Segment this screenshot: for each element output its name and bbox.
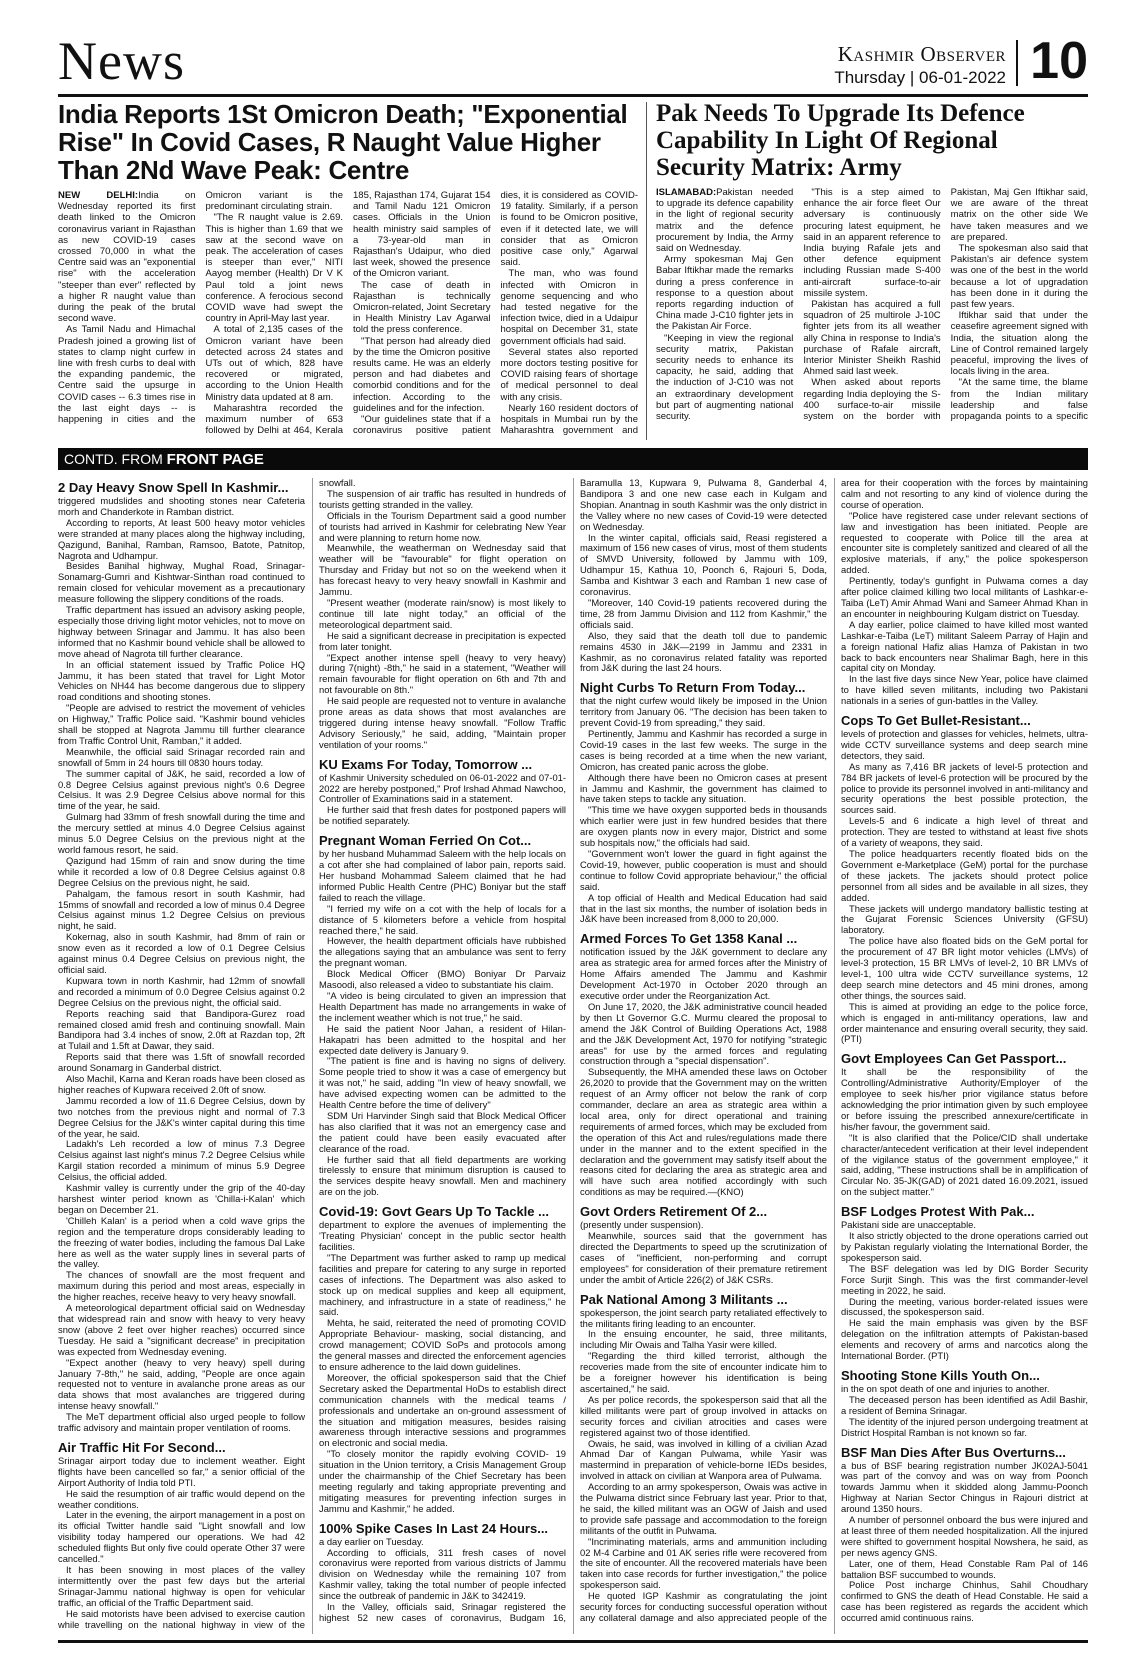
paragraph: The police headquarters recently floated bids on the Government e-Marketplace (GeM) portal for the purchase of these jackets. The jackets should protect police personnel from all sides and be available in all sizes, they added. [841,848,1088,903]
paragraph: in the on spot death of one and injuries to another. [841,1382,1050,1394]
paragraph: The MeT department official also urged people to follow traffic advisory and maintain proper ventilation of rooms. [58,1411,305,1434]
paragraph: Army spokesman Maj Gen Babar Iftikhar made the remarks during a press conference in response to a question about reports regarding induction of China made J-C10 fighter jets in the Pakistan Air Force. [656,254,794,333]
masthead [58,31,1088,91]
paragraph: Owais, he said, was involved in killing of a civilian Azad Ahmad Dar of Kangan Pulwama, while Yasir was mastermind in preparation of vehicle-borne IEDs besides, involved in attack on civilian at Wanpora area of Pulwama. [580,1437,827,1482]
lead-story-omicron [58,100,638,440]
paragraph: The BSF delegation was led by DIG Border Security Force Surjit Singh. This was the first commander-level meeting in 2022, he said. [841,1262,1088,1296]
paragraph: Pakistani side are unacceptable. [841,1219,976,1231]
paragraph: (presently under suspension). [580,1219,704,1231]
paragraph: In the Valley, officials said, Srinagar registered the highest 52 new cases of coronavirus, Budgam 16, Baramulla 13, Kupwara 9, Pulwama 8, Ganderbal 4, Bandipora 3 and one new case each in Kulgam and Shopian. Anantnag in south Kashmir was the only district in the Valley where no new cases of Covid-19 were detected on Wednesday. [319,478,827,1623]
continued-story [841,1445,1088,1625]
continued-story [580,680,827,925]
paragraph: The case of death in Rajasthan is technically Omicron-related, Joint Secretary in Health Ministry Lav Agarwal told the press conference. [353,279,491,336]
story-title: Armed Forces To Get 1358 Kanal ... [580,931,798,947]
paragraph: Pertinently, Jammu and Kashmir has recorded a surge in Covid-19 cases in the last few weeks. The surge in the cases is being recorded at a time when the new variant, Omicron, has created panic across the globe. [580,728,827,772]
paragraph: Later, one of them, Head Constable Ram Pal of 146 battalion BSF succumbed to wounds. [841,1557,1088,1580]
paragraph: Srinagar airport today due to inclement weather. Eight flights have been cancelled so far," a senior official of the Airport Authority of India told PTI. [58,1454,305,1488]
paragraph: Gulmarg had 33mm of fresh snowfall during the time and the mercury settled at minus 4.0 Degree Celsius against minus 5.0 Degree Celsius on the previous night at the world famous resort, he said. [58,811,305,855]
lead-story-pakistan-army [656,100,1088,440]
paragraph: "People are advised to restrict the movement of vehicles on Highway," Traffic Police said. "Kashmir bound vehicles shall be stopped at Nagrota Jammu till further clearance from Traffic Control Unit, Ramban," it added. [58,702,305,746]
paragraph: The police have also floated bids on the GeM portal for the procurement of 47 BR light motor vehicles (LMVs) of level-3 protection, 15 BR LMVs of level-2, 10 BR LMVs of level-1, 100 ultra wide CCTV surveillance systems, 12 deep search mine detectors and 45 mini drones, among other things, the sources said. [841,935,1088,1001]
lead-story-body [656,187,1088,425]
bottom-rule [58,1640,1088,1643]
paragraph: Block Medical Officer (BMO) Boniyar Dr Parvaiz Masoodi, also released a video to substantiate his claim. [319,968,566,991]
page-number: 10 [1030,32,1088,90]
issue-date: Thursday | 06-01-2022 [834,68,1006,87]
paper-name: Kashmir Observer [837,42,1006,66]
paragraph: "Government won't lower the guard in fight against the Covid-19, however, public cooperation is must and should continue to follow Covid appropriate behaviour," the official said. [580,848,827,892]
paragraph: According to reports, At least 500 heavy motor vehicles were stranded at many places along the highway including, Qazigund, Banihal, Ramban, Ramsoo, Batote, Patnitop, Nagrota and Udhampur. [58,516,305,561]
paragraph: Reports said that there was 1.5ft of snowfall recorded around Sonamarg in Ganderbal district. [58,1051,305,1074]
paragraph: The chances of snowfall are the most frequent and maximum during this period and most areas, especially in the higher reaches, receive heavy to very heavy snowfall. [58,1269,305,1303]
paragraph: Pakistan has acquired a full squadron of 25 multirole J-10C fighter jets from its all weather ally China in response to India's purchase of Rafale aircraft, Interior Minister Sheikh Rashid Ahmed said last week. [803,299,941,378]
paragraph: Reports reaching said that Bandipora-Gurez road remained closed amid fresh and continuing snowfall. Main Bandipora had 3.4 inches of snow, 2.0ft at Razdan top, 2ft at Tulail and 1.5ft at Dawar, they said. [58,1007,305,1052]
continued-stories [58,478,1088,1634]
paragraph: a bus of BSF bearing registration number JK02AJ-5041 was part of the convoy and was on way from Poonch towards Jammu when it skidded along Jammu-Poonch Highway at Narian Sector Chingus in Rajouri district at around 1350 hours. [841,1459,1088,1515]
continued-story [319,833,566,1198]
paragraph: Mehta, he said, reiterated the need of promoting COVID Appropriate Behaviour- masking, social distancing, and crowd management; COVID SoPs and protocols among the general masses and directed the enforcement agencies to ensure adherence to the laid down guidelines. [319,1317,566,1372]
story-title: Cops To Get Bullet-Resistant... [841,713,1031,729]
paragraph: The identity of the injured person undergoing treatment at District Hospital Ramban is not known so far. [841,1415,1088,1438]
paragraph: In an official statement issued by Traffic Police HQ Jammu, it has been stated that travel for Light Motor Vehicles on NH44 has become dangerous due to slippery road conditions and shooting stones. [58,658,305,703]
paragraph: department to explore the avenues of implementing the 'Treating Physician' concept in the public sector health facilities. [319,1219,566,1252]
paragraph: Nearly 160 resident doctors of hospitals in Mumbai run by the Maharashtra government and [500,402,638,437]
paragraph: triggered mudslides and shooting stones near Cafeteria morh and Chanderkote in Ramban district. [58,495,305,517]
paragraph: levels of protection and glasses for vehicles, helmets, ultra-wide CCTV surveillance systems and deep search mine detectors, they said. [841,728,1088,761]
paragraph: However, the health department officials have rubbished the allegations saying that an ambulance was sent to ferry the pregnant woman. [319,935,566,969]
paragraph: "This is a step aimed to enhance the air force fleet Our adversary is continuously procuring latest equipment, he said in an apparent reference to India buying Rafale jets and other defence equipment including Russian made S-400 anti-aircraft surface-to-air missile system. [803,187,941,299]
paragraph: "At the same time, the blame from the Indian military leadership and false propaganda points to a specific [950,377,1088,423]
paragraph: "Expect another (heavy to very heavy) spell during January 7-8th," he said, adding, "People are once again requested not to venture in avalanche prone areas as our data shows that most avalanches are triggered during intense heavy snowfall." [58,1356,305,1412]
story-title: Covid-19: Govt Gears Up To Tackle ... [319,1204,549,1220]
paragraph: Qazigund had 15mm of rain and snow during the time while it recorded a low of 0.8 Degree Celsius against 0.8 Degree Celsius on the previous night, he said. [58,854,305,888]
paragraph: On June 17, 2020, the J&K administrative council headed by then Lt Governor G.C. Murmu cleared the proposal to amend the J&K Control of Building Operations Act, 1988 and the J&K Development Act, 1970 for notifying "strategic areas" for use by the armed forces and regulating construction through a "special dispensation". [580,1000,827,1067]
paragraph: "The R naught value is 2.69. This is higher than 1.69 that we saw at the second wave on peak. The acceleration of cases is steeper than ever," NITI Aayog member (Health) Dr V K Paul told a joint news conference. A ferocious second COVID wave had swept the country in April-May last year. [205,212,343,325]
paragraph: "A video is being circulated to given an impression that Health Department has made no arrangements in wake of the inclement weather which is not true," he said. [319,989,566,1023]
paragraph [58,190,196,324]
paragraph: As per police records, the spokesperson said that all the killed militants were part of group involved in attacks on security forces and civilian atrocities and cases were registered against two of those identified. [580,1393,827,1438]
paragraph: It has been snowing in most places of the valley intermittently over the past few days but the arterial Srinagar-Jammu national highway is open for vehicular traffic, an official of the Traffic Department said. [58,1564,305,1608]
paragraph: "The patient is fine and is having no signs of delivery. Some people tried to show it was a case of emergency but it was not," he said, adding "In view of heavy snowfall, we have advised expecting women can be admitted to the Health Centre before the time of delivery" [319,1055,566,1111]
paragraph: A number of personnel onboard the bus were injured and at least three of them needed hospitalization. All the injured were shifted to government hospital Nowshera, he said, as per news agency GNS. [841,1514,1088,1558]
dateline: ISLAMABAD: [656,187,717,198]
paragraph: Iftikhar said that under the ceasefire agreement signed with India, the situation along the Line of Control remained largely peaceful, improving the lives of locals living in the area. [950,310,1088,378]
paragraph: In the ensuing encounter, he said, three militants, including Mir Owais and Talha Yasir were killed. [580,1328,827,1351]
paragraph: Ladakh's Leh recorded a low of minus 7.3 Degree Celsius against last night's minus 7.2 Degree Celsius while Kargil station recorded a minimum of minus 5.9 Degree Celsius, the official added. [58,1138,305,1183]
paragraph: "Keeping in view the regional security matrix, Pakistan security needs to enhance its capacity, he said, adding that the induction of J-C10 was not an extraordinary development but part of augmenting national security. [656,332,794,423]
paragraph: "Incriminating materials, arms and ammunition including 02 M-4 Carbine and 01 AK series rifle were recovered from the site of encounter. All the recovered materials have been taken into case records for further investigation," the police spokesperson said. [580,1535,827,1591]
contd-from-front-page-banner [58,448,1088,470]
paragraph: spokesperson, the joint search party retaliated effectively to the militants firing leading to an encounter. [580,1306,827,1329]
paragraph: Kupwara town in north Kashmir, had 12mm of snowfall and recorded a minimum of 0.0 Degree Celsius against 0.2 Degree Celsius on the previous night, the official said. [58,974,305,1008]
paragraph: "It is also clarified that the Police/CID shall undertake character/antecedent verification at their level independent of the vigilance status of the government employee," it said, adding, "These instructions shall be in amplification of Circular No. 35-JK(GAD) of 2021 dated 16.09.2021, issued on the subject matter." [841,1131,1088,1198]
story-title: 2 Day Heavy Snow Spell In Kashmir... [58,480,289,495]
paragraph: Officials in the Tourism Department said a good number of tourists had arrived in Kashmir for celebrating New Year and were planning to return home now. [319,509,566,543]
paragraph: Maharashtra recorded the maximum number of 653 followed by Delhi at 464, Kerala 185, Rajasthan 174, Gujarat 154 and Tamil Nadu 121 Omicron cases. Officials in the Union health ministry said samples of a 73-year-old man in Rajasthan's Udaipur, who died last week, showed the presence of the Omicron variant. [205,190,491,437]
paragraph: He further said that all field departments are working tirelessly to ensure that minimum disruption is caused to the services despite heavy snowfall. Men and machinery are on the job. [319,1153,566,1198]
story-title: BSF Man Dies After Bus Overturns... [841,1444,1066,1460]
paragraph: Later in the evening, the airport management in a post on its official Twitter handle said "Light snowfall and low visibility today hampered our operations. We had 42 scheduled flights But only five could operate Other 37 were cancelled." [58,1509,305,1565]
story-title: Pak National Among 3 Militants ... [580,1291,788,1307]
paragraph: "Expect another intense spell (heavy to very heavy) during 7(night) -8th," he said in a statement, "Weather will remain favourable for flight operation on 6th and 7th and not favourable on 8th." [319,651,566,696]
paragraph: "Present weather (moderate rain/snow) is most likely to continue till late night today," an official of the meteorological department said. [319,596,566,630]
paragraph: A total of 2,135 cases of the Omicron variant have been detected across 24 states and UTs out of which, 828 have recovered or migrated, according to the Union Health Ministry data updated at 8 am. [205,324,343,403]
paragraph: He said the main emphasis was given by the BSF delegation on the infiltration attempts of Pakistan-based elements and recovery of arms and narcotics along the International Border. (PTI) [841,1317,1088,1362]
paragraph: Although there have been no Omicron cases at present in Jammu and Kashmir, the government has claimed to have taken steps to tackle any situation. [580,771,827,805]
column-divider [646,102,647,440]
paragraph: that the night curfew would likely be imposed in the Union territory from January 06. "The decision has been taken to prevent Covid-19 from spreading," they said. [580,695,827,729]
paragraph: Moreover, the official spokesperson said that the Chief Secretary asked the Departmental HoDs to establish direct communication channels with the medical teams / professionals and undertake an on-ground assessment of the situation and mitigation measures, besides raising awareness through interactive sessions and programmes on electronic and social media. [319,1371,566,1449]
paragraph: During the meeting, various border-related issues were discussed, the spokesperson said. [841,1295,1088,1318]
paragraph: It also strictly objected to the drone operations carried out by Pakistan regularly violating the International Border, the spokesperson said. [841,1230,1088,1263]
paragraph: notification issued by the J&K government to declare any area as strategic area for armed forces after the Ministry of Home Affairs amended The Jammu and Kashmir Development Act-1970 in October 2020 through an executive order under the Reorganization Act. [580,946,827,1001]
paragraph: Several states also reported more doctors testing positive for COVID raising fears of shortage of medical personnel to deal with any crisis. [500,346,638,403]
paragraph: Kashmir valley is currently under the grip of the 40-day harshest winter period known as 'Chilla-i-Kalan' which began on December 21. [58,1182,305,1215]
paragraph: Meanwhile, the official said Srinagar recorded rain and snowfall of 5mm in 24 hours till 0830 hours today. [58,745,305,768]
story-title: Air Traffic Hit For Second... [58,1439,226,1455]
paragraph: Kokernag, also in south Kashmir, had 8mm of rain or snow even as it recorded a low of 0.1 Degree Celsius against minus 0.4 Degree Celsius on previous night, the official said. [58,931,305,975]
paragraph [656,187,793,254]
paragraph: He said a significant decrease in precipitation is expected from later tonight. [319,629,566,652]
dateline: NEW DELHI: [58,190,139,201]
paragraph: a day earlier on Tuesday. [319,1535,424,1547]
paragraph: "The Department was further asked to ramp up medical facilities and prepare for catering to any surge in reported cases of infections. The Department was also asked to stock up on medical supplies and keep all equipment, machinery, and infrastructure in a state of readiness," he said. [319,1251,566,1318]
continued-story [580,931,827,1198]
story-title: Govt Orders Retirement Of 2... [580,1204,768,1220]
paragraph: "To closely monitor the rapidly evolving COVID- 19 situation in the Union territory, a Crisis Management Group under the chairmanship of the Chief Secretary has been meeting regularly and taking appropriate preventing and mitigating measures for preventing infection surges in Jammu and Kashmir," he added. [319,1448,566,1514]
story-title: 100% Spike Cases In Last 24 Hours... [319,1520,549,1536]
paragraph: It shall be the responsibility of the Controlling/Administrative Authority/Employer of the employee to seek his/her prior vigilance status before acknowledging the prior intimation given by such employee or before issuing the prescribed annexure/certificate in his/her favour, the government said. [841,1066,1088,1132]
paragraph: Also, they said that the death toll due to pandemic remains 4530 in J&K—2199 in Jammu and 2331 in Kashmir, as no coronavirus related fatality was reported from J&K during the last 24 hours. [580,629,827,674]
paragraph: Traffic department has issued an advisory asking people, especially those driving light motor vehicles, not to move on highway between Srinagar and Jammu. It has also been informed that no Kashmir bound vehicle shall be allowed to move ahead of Nagrota till further clearance. [58,604,306,659]
paragraph: "Police have registered case under relevant sections of law and investigation has been initiated. People are requested to cooperate with Police till the area at encounter site is completely sanitized and cleared of all the explosive materials, if any," the police spokesperson added. [841,509,1088,576]
paragraph: "Regarding the third killed terrorist, although the recoveries made from the site of encounter indicate him to be a foreigner however his identification is being ascertained," he said. [580,1350,827,1394]
paragraph: of Kashmir University scheduled on 06-01-2022 and 07-01-2022 are hereby postponed," Prof Irshad Ahmad Nawchoo, Controller of Examinations said in a statement. [319,771,566,805]
paragraph: Pahalgam, the famous resort in south Kashmir, had 15mms of snowfall and recorded a low of minus 0.4 Degree Celsius against minus 1.2 Degree Celsius on previous night, he said. [58,887,306,932]
paragraph: Subsequently, the MHA amended these laws on October 26,2020 to provide that the Government may on the written request of an Army officer not below the rank of corp commander, declare an area as strategic area within a local area, only for direct operational and training requirements of armed forces, which may be excluded from the operation of this Act and rules/regulations made there under in the manner and to the extent specified in the declaration and the government may satisfy itself about the reasons cited for declaring the area as strategic area and will have such area notified accordingly with such conditions as may be required.—(KNO) [580,1066,827,1198]
paragraph: "This time we have oxygen supported beds in thousands which earlier were just in few hundred besides that there are oxygen plants now in every major, District and some sub hospitals now," the officials had said. [580,804,827,849]
paragraph: 'Chilleh Kalan' is a period when a cold wave grips the region and the temperature drops considerably leading to the freezing of water bodies, including the famous Dal Lake here as well as the water supply lines in several parts of the valley. [58,1214,305,1270]
paragraph-text: Pakistan needed to upgrade its defence capability in the light of regional security matrix and the defence procurement by India, the Army said on Wednesday. [656,187,794,255]
paragraph: Meanwhile, sources said that the government has directed the Departments to speed up the scrutinization of cases of "inefficient, non-performing and corrupt employees" for consideration of their premature retirement under the ambit of Article 226(2) of J&K CSRs. [580,1230,827,1285]
paragraph: The man, who was found infected with Omicron in genome sequencing and who had tested negative for the infection twice, died in a Udaipur hospital on December 31, state government officials had said. [500,268,638,347]
paragraph: When asked about reports regarding India deploying the S-400 surface-to-air missile system on the border with Pakistan, Maj Gen Iftikhar said, we are aware of the threat matrix on the other side We have taken measures and we are prepared. [803,187,1088,423]
paragraph: The summer capital of J&K, he said, recorded a low of 0.8 Degree Celsius against previous night's 0.6 Degree Celsius. It was 2.9 Degree Celsius above normal for this time of the year, he said. [58,767,305,812]
paragraph: As Tamil Nadu and Himachal Pradesh joined a growing list of states to clamp night curfew in line with fresh curbs to deal with the expanding pandemic, the Centre said the upsurge in COVID cases -- 6.3 times rise in the last eight days -- is happening in cities and the Omicron variant is the predominant circulating strain. [58,190,343,426]
paragraph: "That person had already died by the time the Omicron positive results came. He was an elderly person and had diabetes and comorbid conditions and for the infection. According to the guidelines and for the infection. [353,335,491,414]
paragraph: He said motorists have been advised to exercise caution while travelling on the national highway in view of the snowfall. [58,478,356,1630]
story-title: Pregnant Woman Ferried On Cot... [319,833,532,849]
continued-story [841,1204,1088,1362]
paragraph: These jackets will undergo mandatory ballistic testing at the Gujarat Forensic Sciences University (GFSU) laboratory. [841,902,1088,936]
story-title: KU Exams For Today, Tomorrow ... [319,756,533,772]
paragraph: He quoted IGP Kashmir as congratulating the joint security forces for conducting successful operation without any collateral damage and also appreciated people of the area for their cooperation with the forces by maintaining calm and not resorting to any kind of violence during the course of operation. [580,478,1088,1623]
paragraph: He said people are requested not to venture in avalanche prone areas as data shows that most avalanches are triggered during intense heavy snowfall. "Follow Traffic Advisory Seriously," he said, adding, "Maintain proper ventilation of your rooms." [319,695,566,750]
paragraph: In the winter capital, officials said, Reasi registered a maximum of 156 new cases of virus, most of them students of SMVD University, followed by Jammu with 109, Udhampur 15, Kathua 10, Poonch 6, Rajouri 5, Doda, Samba and Kishtwar 3 each and Ramban 1 new case of coronavirus. [580,531,827,598]
banner-bold: FRONT PAGE [166,451,264,468]
paragraph: Police Post incharge Chinhus, Sahil Choudhary confirmed to GNS the death of Head Constable. He said a case has been registered as regards the accident which occurred amid continuous rains. [841,1579,1088,1624]
paragraph: by her husband Muhammad Saleem with the help locals on a cot after she had complained of labor pain, reports said. Her husband Mohammad Saleem claimed that he had informed Public Health Centre (PHC) Boniyar but the staff failed to reach the village. [319,848,566,903]
story-title: Govt Employees Can Get Passport... [841,1051,1067,1067]
paragraph: He further said that fresh dates for postponed papers will be notified separately. [319,804,566,827]
paragraph: He said the patient Noor Jahan, a resident of Hilan-Hakapatri has been admitted to the hospital and her expected date delivery is January 9. [319,1022,566,1056]
paragraph: The spokesman also said that Pakistan's air defence system was one of the best in the world because a lot of upgradation has been done in it during the past few years. [950,243,1088,311]
continued-story [319,757,566,828]
continued-story [841,1051,1088,1198]
masthead-rule [58,94,1088,97]
paragraph: The deceased person has been identified as Adil Bashir, a resident of Bemina Srinagar. [841,1393,1088,1416]
continued-story [58,480,305,1434]
paragraph: "Our guidelines state that if a coronavirus positive patient dies, it is considered as COVID-19 fatality. Similarly, if a person is found to be Omicron positive, even if it detected late, we will consider that as Omicron positive case only," Agarwal said. [353,190,638,437]
section-title: News [58,31,185,91]
paragraph: According to an army spokesperson, Owais was active in the Pulwama district since February last year. Prior to that, he said, the killed militant was an OGW of Jaish and used to provide safe passage and accommodation to the foreign militants of the outfit in Pulwama. [580,1481,827,1536]
paragraph: Jammu recorded a low of 11.6 Degree Celsius, down by two notches from the previous night and normal of 7.3 Degree Celsius for the J&K's winter capital during this time of the year, he said. [58,1094,305,1139]
paragraph: A meteorological department official said on Wednesday that widespread rain and snow with heavy to very heavy snow (above 2 feet over higher reaches) occurred since Tuesday. He said a "significant decrease" in precipitation was expected from Wednesday evening. [58,1302,305,1357]
paragraph: He said the resumption of air traffic would depend on the weather conditions. [58,1487,305,1510]
paragraph: As many as 7,416 BR jackets of level-5 protection and 784 BR jackets of level-6 protection will be procured by the police to provide its personnel involved in anti-militancy and security operations the best possible protection, the sources said. [841,760,1088,816]
paragraph: Also Machil, Karna and Keran roads have been closed as higher reaches of Kupwara received 2.0ft of snow. [58,1073,305,1095]
paragraph: Pertinently, today's gunfight in Pulwama comes a day after police claimed killing two local militants of Lashkar-e-Taiba (LeT) Amir Ahmad Wani and Sameer Ahmad Khan in an encounter in neighbouring Kulgam district on Tuesday. [841,575,1088,619]
story-title: Shooting Stone Kills Youth On... [841,1367,1040,1383]
story-title: BSF Lodges Protest With Pak... [841,1204,1035,1220]
lead-headline: India Reports 1St Omicron Death; "Exponential Rise" In Covid Cases, R Naught Value Higher Than 2Nd Wave Peak: Centre [58,100,628,185]
continued-story [841,713,1088,1045]
continued-story [841,1368,1088,1439]
paragraph: SDM Uri Harvinder Singh said that Block Medical Officer has also clarified that it was not an emergency case and the patient could have been easily evacuated after clearance of the road. [319,1109,566,1154]
paragraph: According to officials, 311 fresh cases of novel coronavirus were reported from various districts of Jammu division on Wednesday while the remaining 107 from Kashmir valley, taking the total number of people infected since the outbreak of pandemic in J&K to 342419. [319,1546,566,1602]
paragraph-text: India on Wednesday reported its first death linked to the Omicron coronavirus variant in Rajasthan as new COVID-19 cases crossed 70,000 in what the Centre said was an "exponential rise" with the acceleration "steeper than ever" reflected by a higher R naught value than during the peak of the brutal second wave. [58,190,196,325]
banner-prefix: CONTD. FROM [64,451,167,467]
lead-headline: Pak Needs To Upgrade Its Defence Capability In Light Of Regional Security Matrix: Army [656,100,1025,181]
continued-story [319,1204,566,1514]
paragraph: A day earlier, police claimed to have killed most wanted Lashkar-e-Taiba (LeT) militant Saleem Parray of Hajin and a foreign national Hafiz alias Hamza of Pakistan in two back to back encounters near Shalimar Bagh, here in this capital city on Monday. [841,618,1088,674]
paragraph: "Moreover, 140 Covid-19 patients recovered during the time, 28 from Jammu Division and 112 from Kashmir," the officials said. [580,596,827,630]
paragraph: In the last five days since New Year, police have claimed to have killed seven militants, including two Pakistani nationals in a series of gun-battles in the Valley. [841,673,1088,707]
paragraph: A top official of Health and Medical Education had said that in the last six months, the number of isolation beds in J&K have been increased from 8,000 to 20,000. [580,891,827,925]
masthead-divider [1016,40,1018,86]
paragraph: This is aimed at providing an edge to the police force, which is engaged in anti-militancy operations, law and order maintenance and ensuring overall security, they said.(PTI) [841,1000,1088,1045]
paragraph: "I ferried my wife on a cot with the help of locals for a distance of 5 kilometers before a vehicle from hospital reached there," he said. [319,902,566,936]
continued-story [580,1204,827,1285]
story-title: Night Curbs To Return From Today... [580,680,806,696]
paragraph: Meanwhile, the weatherman on Wednesday said that weather will be "favourable" for flight operation on Thursday and Friday but not so on the weekend when it has forecast heavy to very heavy snowfall in Kashmir and Jammu. [319,542,566,598]
paragraph: Besides Banihal highway, Mughal Road, Srinagar-Sonamarg-Gumri and Kishtwar-Sinthan road continued to remain closed for vehicular movement as a precautionary measure following the slippery conditions of the roads. [58,560,305,605]
paragraph: Levels-5 and 6 indicate a high level of threat and protection. They are tested to withstand at least five shots of a variety of weapons, they said. [841,815,1088,849]
lead-story-body [58,190,638,440]
paragraph: The suspension of air traffic has resulted in hundreds of tourists getting stranded in the valley. [319,487,566,510]
